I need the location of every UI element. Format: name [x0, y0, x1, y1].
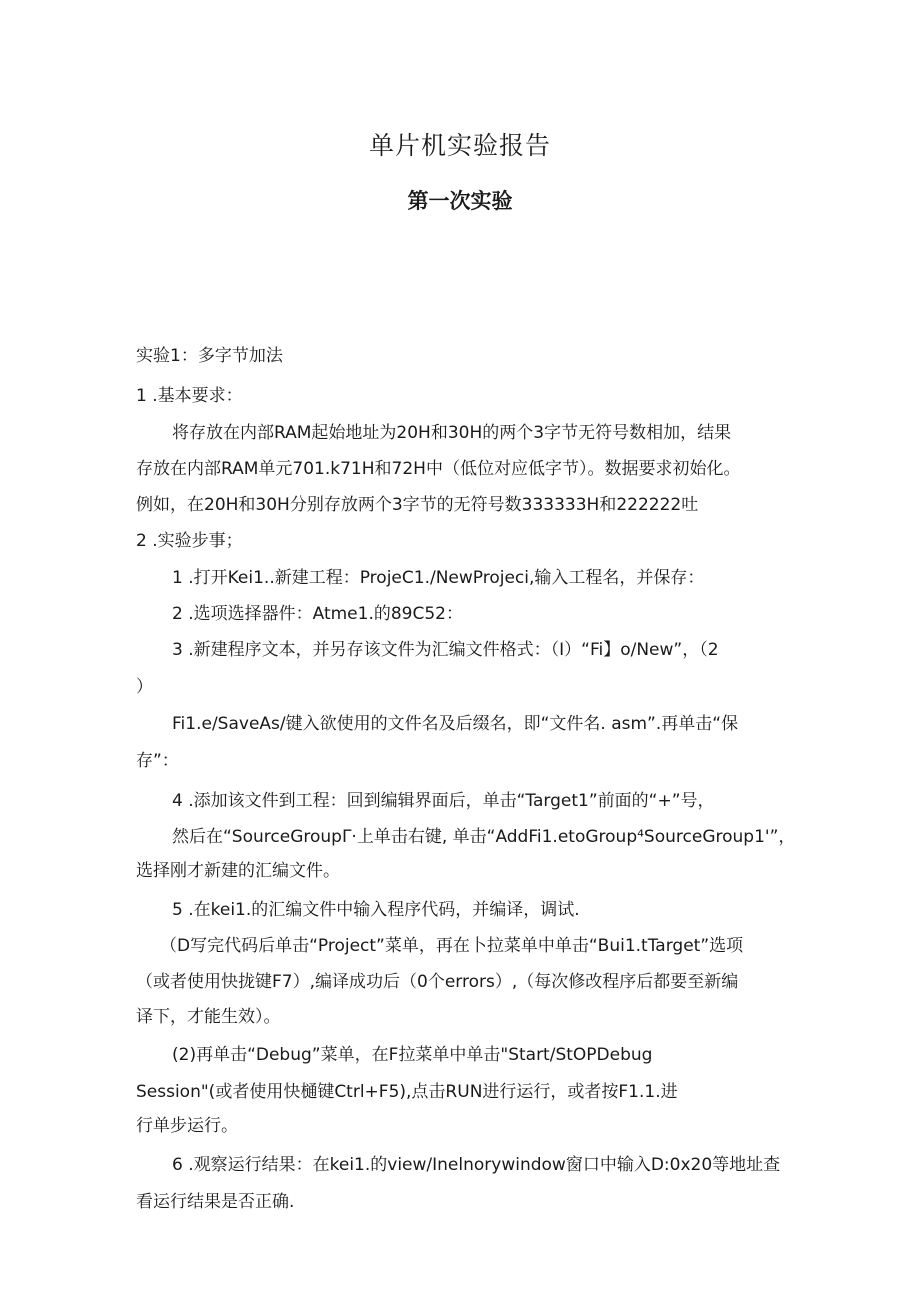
step-3-line-1: 3 .新建程序文本，并另存该文件为汇编文件格式：（I）“Fi】o/New”，（2	[172, 640, 719, 660]
step-3-line-4: 存”：	[136, 751, 179, 771]
step-6-line-1: 6 .观察运行结果：在kei1.的view/Inelnorywindow窗口中输入D:0x20等地址查	[172, 1155, 781, 1175]
experiment-heading: 实验1：多字节加法	[136, 346, 283, 366]
requirements-line-1: 将存放在内部RAM起始地址为20H和30H的两个3字节无符号数相加，结果	[172, 423, 732, 443]
requirements-line-3: 例如，在20H和30H分别存放两个3字节的无符号数333333H和222222吐	[136, 495, 699, 515]
step-3-line-3: Fi1.e/SaveAs/键入欲使用的文件名及后缀名，即“文件名. asm”.再单击“保	[172, 714, 739, 734]
step-5-line-5: (2)再单击“Debug”菜单，在F拉菜单中单击"Start/StOPDebug	[172, 1045, 653, 1065]
step-3-line-2: ）	[136, 677, 153, 697]
step-4-line-3: 选择刚才新建的汇编文件。	[136, 861, 340, 881]
step-4-line-1: 4 .添加该文件到工程：回到编辑界面后，单击“Target1”前面的“+”号，	[172, 791, 715, 811]
step-2: 2 .选项选择器件：Atme1.的89C52：	[172, 604, 463, 624]
step-5-line-3: （或者使用快拢键F7）,编译成功后（0个errors）,（每次修改程序后都要至新编	[136, 972, 739, 992]
step-1: 1 .打开Kei1..新建工程：ProjeC1./NewProjeci,输入工程名，并保存：	[172, 568, 705, 588]
step-5-line-1: 5 .在kei1.的汇编文件中输入程序代码，并编译，调试.	[172, 900, 580, 920]
step-5-line-7: 行单步运行。	[136, 1116, 238, 1136]
step-5-line-6: Session"(或者使用快樋键Ctrl+F5),点击RUN进行运行，或者按F1.1.进	[136, 1082, 678, 1102]
step-5-line-2: （D写完代码后单击“Project”菜单，再在卜拉菜单中单击“Bui1.tTarget”选项	[160, 936, 744, 956]
report-title: 单片机实验报告	[368, 131, 551, 160]
requirements-line-2: 存放在内部RAM单元701.k71H和72H中（低位对应低字节）。数据要求初始化。	[136, 459, 741, 479]
step-6-line-2: 看运行结果是否正确.	[136, 1192, 295, 1212]
report-subtitle: 第一次实验	[407, 189, 513, 213]
step-5-line-4: 译下，才能生效）。	[136, 1007, 281, 1027]
section-steps: 2 .实验步事；	[136, 531, 243, 551]
section-basic-requirements: 1 .基本要求：	[136, 386, 243, 406]
step-4-line-2: 然后在“SourceGroupΓ·上单击右键, 单击“AddFi1.etoGroup⁴SourceGroup1'”，	[172, 827, 796, 847]
